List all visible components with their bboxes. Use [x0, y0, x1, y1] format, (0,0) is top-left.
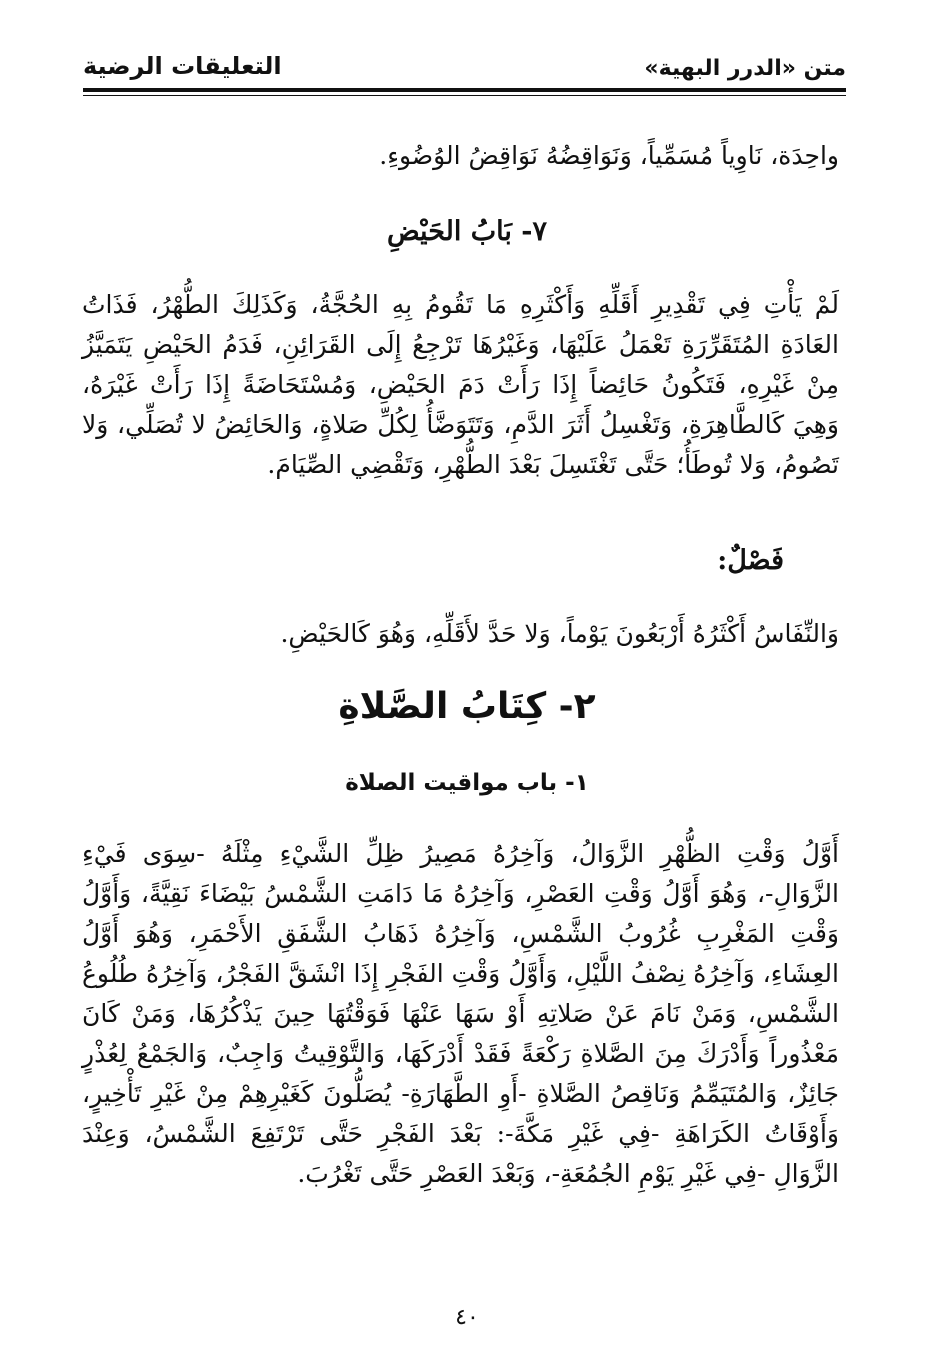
section-heading-hayd: ٧- بَابُ الحَيْضِ — [386, 216, 548, 247]
paragraph-hayd: لَمْ يَأْتِ فِي تَقْدِيرِ أَقَلِّهِ وَأَكْثَرِهِ مَا تَقُومُ بِهِ الحُجَّةُ، وَكَذَلِكَ الطُّهْرُ، فَذَاتُ العَادَةِ المُتَقَرِّرَةِ تَعْمَلُ عَلَيْهَا، وَغَيْرُهَا تَرْجِعُ إِلَى القَرَائِنِ، فَدَمُ الحَيْضِ يَتَمَيَّزُ مِنْ غَيْرِهِ، فَتَكُونُ حَائِضاً إِذَا رَأَتْ دَمَ الحَيْضِ، وَمُسْتَحَاضَةً إِذَا رَأَتْ غَيْرَهُ، وَهِيَ كَالطَّاهِرَةِ، وَتَغْسِلُ أَثَرَ الدَّمِ، وَتَتَوَضَّأُ لِكُلِّ صَلاةٍ، وَالحَائِضُ لا تُصَلِّي، وَلا تَصُومُ، وَلا تُوطَأُ؛ حَتَّى تَغْتَسِلَ بَعْدَ الطُّهْرِ، وَتَقْضِي الصِّيَامَ. — [82, 290, 839, 479]
paragraph-mawaqit: أَوَّلُ وَقْتِ الظُّهْرِ الزَّوَالُ، وَآخِرُهُ مَصِيرُ ظِلِّ الشَّيْءِ مِثْلَهُ -سِوَى فَيْءِ الزَّوَالِ-، وَهُوَ أَوَّلُ وَقْتِ العَصْرِ، وَآخِرُهُ مَا دَامَتِ الشَّمْسُ بَيْضَاءَ نَقِيَّةً، وَأَوَّلُ وَقْتِ المَغْرِبِ غُرُوبُ الشَّمْسِ، وَآخِرُهُ ذَهَابُ الشَّفَقِ الأَحْمَرِ، وَهُوَ أَوَّلُ العِشَاءِ، وَآخِرُهُ نِصْفُ اللَّيْلِ، وَأَوَّلُ وَقْتِ الفَجْرِ إِذَا انْشَقَّ الفَجْرُ، وَآخِرُهُ طُلُوعُ الشَّمْسِ، وَمَنْ نَامَ عَنْ صَلاتِهِ أَوْ سَهَا عَنْهَا فَوَقْتُهَا حِينَ يَذْكُرُهَا، وَمَنْ كَانَ مَعْذُوراً وَأَدْرَكَ مِنَ الصَّلاةِ رَكْعَةً فَقَدْ أَدْرَكَهَا، وَالتَّوْقِيتُ وَاجِبٌ، وَالجَمْعُ لِعُذْرٍ جَائِزٌ، وَالمُتَيَمِّمُ وَنَاقِصُ الصَّلاةِ -أَوِ الطَّهَارَةِ- يُصَلُّونَ كَغَيْرِهِمْ مِنْ غَيْرِ تَأْخِيرٍ، وَأَوْقَاتُ الكَرَاهَةِ -فِي غَيْرِ مَكَّةَ-: بَعْدَ الفَجْرِ حَتَّى تَرْتَفِعَ الشَّمْسُ، وَعِنْدَ الزَّوَالِ -فِي غَيْرِ يَوْمِ الجُمُعَةِ-، وَبَعْدَ العَصْرِ حَتَّى تَغْرُبَ. — [82, 839, 839, 1188]
header-rule-thin — [83, 95, 846, 96]
header-rule-thick — [83, 88, 846, 92]
fasl-heading: فَصْلٌ: — [717, 545, 784, 576]
header-right-title: متن «الدرر البهية» — [644, 56, 846, 81]
chapter-title: ١- باب مواقيت الصلاة — [345, 770, 589, 796]
book-title: ٢- كِتَابُ الصَّلاةِ — [338, 686, 596, 727]
page-number: ٤٠ — [455, 1305, 479, 1330]
paragraph-nifas: وَالنِّفَاسُ أَكْثَرُهُ أَرْبَعُونَ يَوْماً، وَلا حَدَّ لأَقَلِّهِ، وَهُوَ كَالحَيْضِ. — [280, 619, 839, 648]
running-header — [83, 50, 846, 88]
header-left-title: التعليقات الرضية — [83, 52, 282, 80]
paragraph-intro: واحِدَة، نَاوِياً مُسَمِّياً، وَنَوَاقِضُهُ نَوَاقِضُ الوُضُوءِ. — [379, 141, 839, 170]
